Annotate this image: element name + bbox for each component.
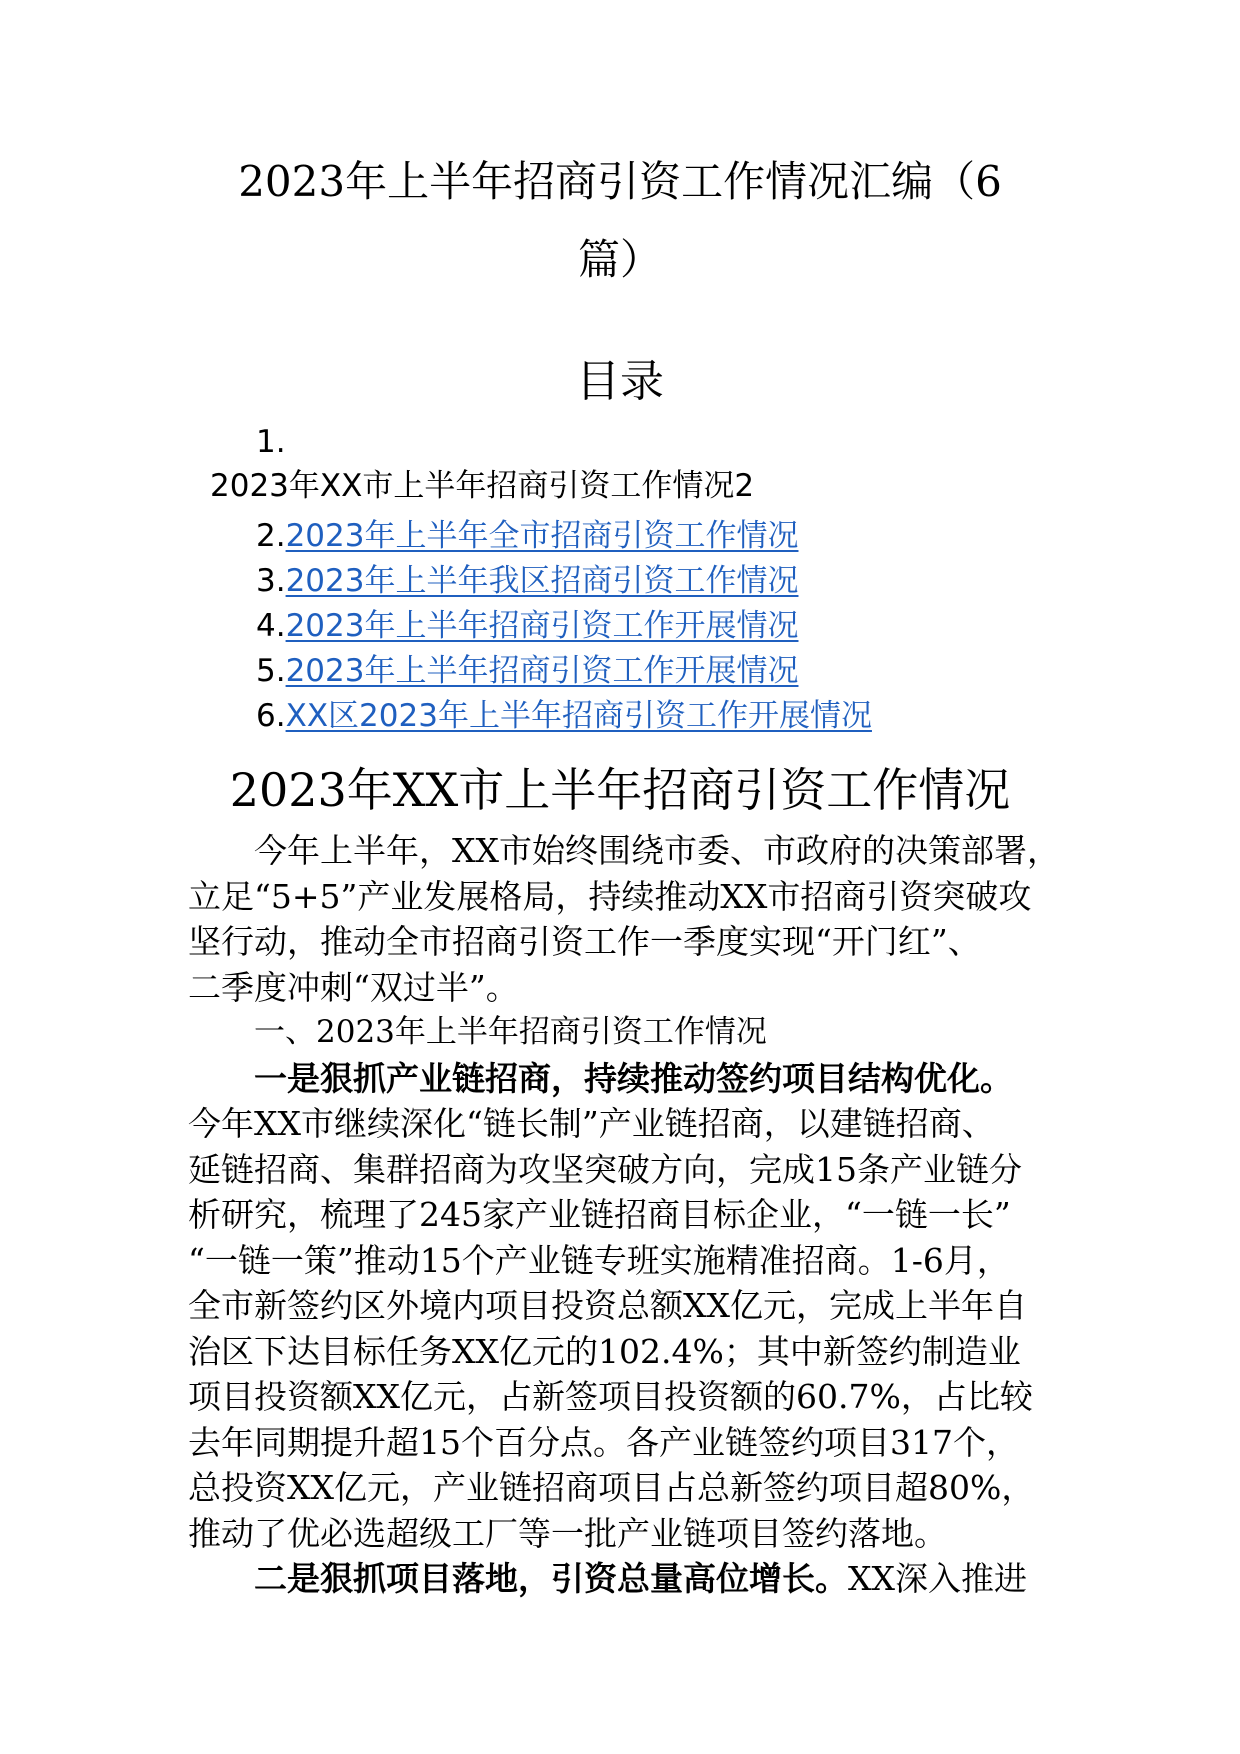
intro-line: 坚行动，推动全市招商引资工作一季度实现“开门红”、 (188, 922, 981, 961)
paragraph-line: 项目投资额XX亿元，占新签项目投资额的60.7%，占比较 (188, 1377, 1033, 1416)
toc-item-1-number: 1. (256, 424, 286, 460)
toc-item-2[interactable] (256, 514, 798, 558)
toc-link-2[interactable]: 2023年上半年全市招商引资工作情况 (285, 518, 799, 554)
toc-item-4[interactable] (256, 604, 798, 648)
intro-line: 二季度冲刺“双过半”。 (188, 967, 519, 1007)
document-title-line-1: 2023年上半年招商引资工作情况汇编（6 (238, 157, 1002, 206)
toc-item-5[interactable] (256, 649, 798, 693)
toc-item-2-number: 2. (256, 518, 286, 554)
paragraph-2-text: XX深入推进 (848, 1559, 1027, 1598)
toc-link-6[interactable]: XX区2023年上半年招商引资工作开展情况 (285, 698, 872, 734)
toc-item-3-number: 3. (256, 563, 286, 599)
intro-line: 立足“5+5”产业发展格局，持续推动XX市招商引资突破攻 (188, 876, 1032, 916)
toc-item-6[interactable] (256, 694, 872, 738)
intro-paragraph (188, 828, 1088, 1010)
paragraph-line: 今年XX市继续深化“链长制”产业链招商，以建链招商、 (188, 1104, 995, 1143)
paragraph-line: 总投资XX亿元，产业链招商项目占总新签约项目超80%， (188, 1468, 1035, 1507)
paragraph-1-lead: 一是狠抓产业链招商，持续推动签约项目结构优化。 (254, 1058, 1013, 1098)
paragraph-line: 去年同期提升超15个百分点。各产业链签约项目317个， (188, 1422, 1019, 1462)
paragraph-line: 延链招商、集群招商为攻坚突破方向，完成15条产业链分 (188, 1149, 1022, 1189)
toc-heading: 目录 (576, 356, 664, 407)
paragraph-1 (188, 1056, 1088, 1557)
toc-item-6-number: 6. (256, 698, 286, 734)
toc-item-4-number: 4. (256, 608, 286, 644)
toc-link-5[interactable]: 2023年上半年招商引资工作开展情况 (285, 653, 799, 689)
paragraph-line: 治区下达目标任务XX亿元的102.4%；其中新签约制造业 (188, 1331, 1021, 1371)
article-body (188, 828, 1088, 1602)
paragraph-2-lead: 二是狠抓项目落地，引资总量高位增长。 (254, 1559, 848, 1598)
toc-item-5-number: 5. (256, 653, 286, 689)
paragraph-line: 推动了优必选超级工厂等一批产业链项目签约落地。 (188, 1513, 947, 1553)
document-title-line-2: 篇） (577, 235, 662, 284)
section-title: 2023年XX市上半年招商引资工作情况 (229, 763, 1011, 817)
toc-item-3[interactable] (256, 559, 798, 603)
toc-item-1: 2023年XX市上半年招商引资工作情况2 (210, 468, 755, 504)
intro-line: 今年上半年，XX市始终围绕市委、市政府的决策部署， (254, 831, 1060, 870)
section-subheading: 一、2023年上半年招商引资工作情况 (254, 1014, 767, 1050)
paragraph-line: 全市新签约区外境内项目投资总额XX亿元，完成上半年自 (188, 1286, 1027, 1325)
paragraph-line: 析研究，梳理了245家产业链招商目标企业，“一链一长” (188, 1195, 1011, 1234)
paragraph-2 (188, 1556, 1088, 1602)
toc-link-3[interactable]: 2023年上半年我区招商引资工作情况 (285, 563, 799, 599)
toc-link-4[interactable]: 2023年上半年招商引资工作开展情况 (285, 608, 799, 644)
paragraph-line: “一链一策”推动15个产业链专班实施精准招商。1-6月， (188, 1240, 1010, 1280)
